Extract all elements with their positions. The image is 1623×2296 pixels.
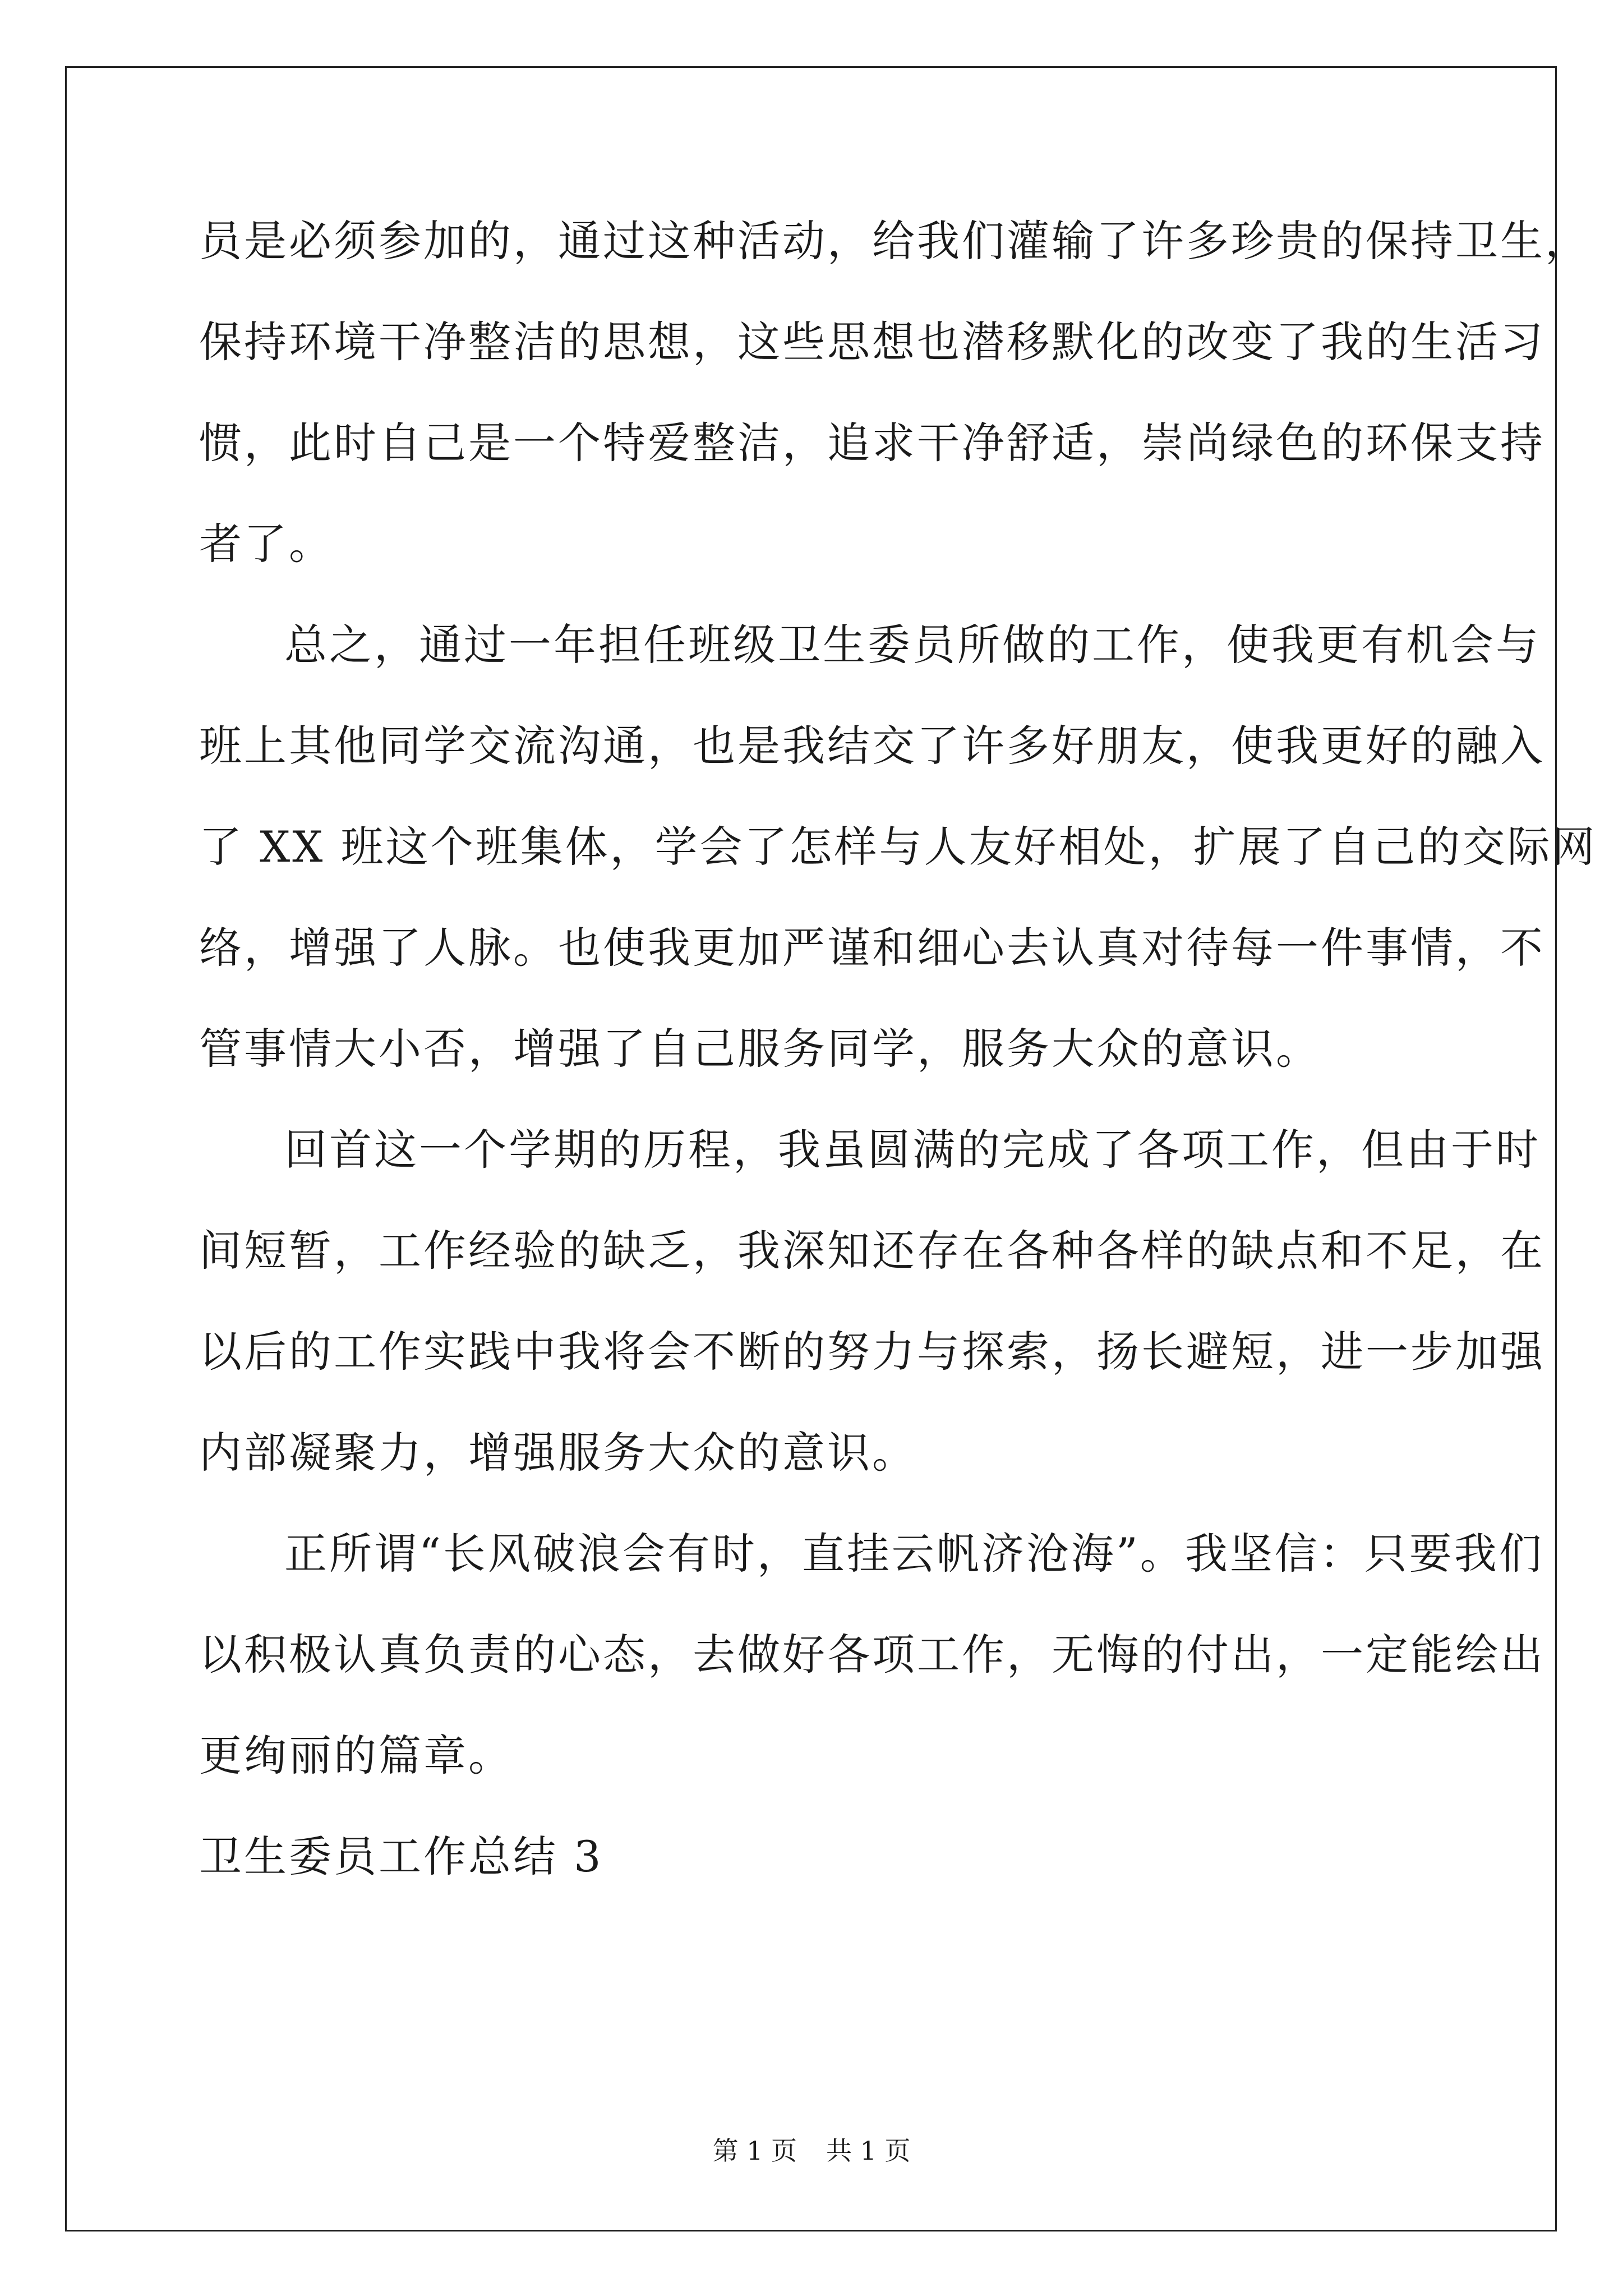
text-line: 以积极认真负责的心态，去做好各项工作，无悔的付出，一定能绘出 bbox=[199, 1630, 1545, 1680]
paragraph-start-line: 回首这一个学期的历程，我虽圆满的完成了各项工作，但由于时 bbox=[284, 1125, 1541, 1175]
text-line: 者了。 bbox=[199, 519, 334, 569]
text-line: 员是必须参加的，通过这种活动，给我们灌输了许多珍贵的保持卫生， bbox=[199, 216, 1590, 266]
text-line: 络，增强了人脉。也使我更加严谨和细心去认真对待每一件事情，不 bbox=[199, 923, 1545, 973]
paragraph-start-line: 总之，通过一年担任班级卫生委员所做的工作，使我更有机会与 bbox=[284, 620, 1541, 670]
text-line: 管事情大小否，增强了自己服务同学，服务大众的意识。 bbox=[199, 1024, 1321, 1074]
text-line: 间短暂，工作经验的缺乏，我深知还存在各种各样的缺点和不足，在 bbox=[199, 1226, 1545, 1276]
page-footer bbox=[0, 2134, 1623, 2168]
text-line: 以后的工作实践中我将会不断的努力与探索，扬长避短，进一步加强 bbox=[199, 1327, 1545, 1377]
section-heading: 卫生委员工作总结 3 bbox=[199, 1832, 603, 1881]
text-line: 惯，此时自己是一个特爱整洁，追求干净舒适，崇尚绿色的环保支持 bbox=[199, 418, 1545, 468]
text-line: 班上其他同学交流沟通，也是我结交了许多好朋友，使我更好的融入 bbox=[199, 721, 1545, 771]
text-line: 更绚丽的篇章。 bbox=[199, 1731, 513, 1780]
paragraph-start-line: 正所谓“长风破浪会有时，直挂云帆济沧海”。我坚信：只要我们 bbox=[284, 1529, 1544, 1579]
page-number: 第 1 页 bbox=[712, 2136, 797, 2166]
document-body bbox=[199, 191, 1597, 1907]
text-line: 了 XX 班这个班集体，学会了怎样与人友好相处，扩展了自己的交际网 bbox=[199, 822, 1597, 872]
text-line: 保持环境干净整洁的思想，这些思想也潜移默化的改变了我的生活习 bbox=[199, 317, 1545, 367]
text-line: 内部凝聚力，增强服务大众的意识。 bbox=[199, 1428, 917, 1478]
page-total: 共 1 页 bbox=[826, 2136, 911, 2166]
